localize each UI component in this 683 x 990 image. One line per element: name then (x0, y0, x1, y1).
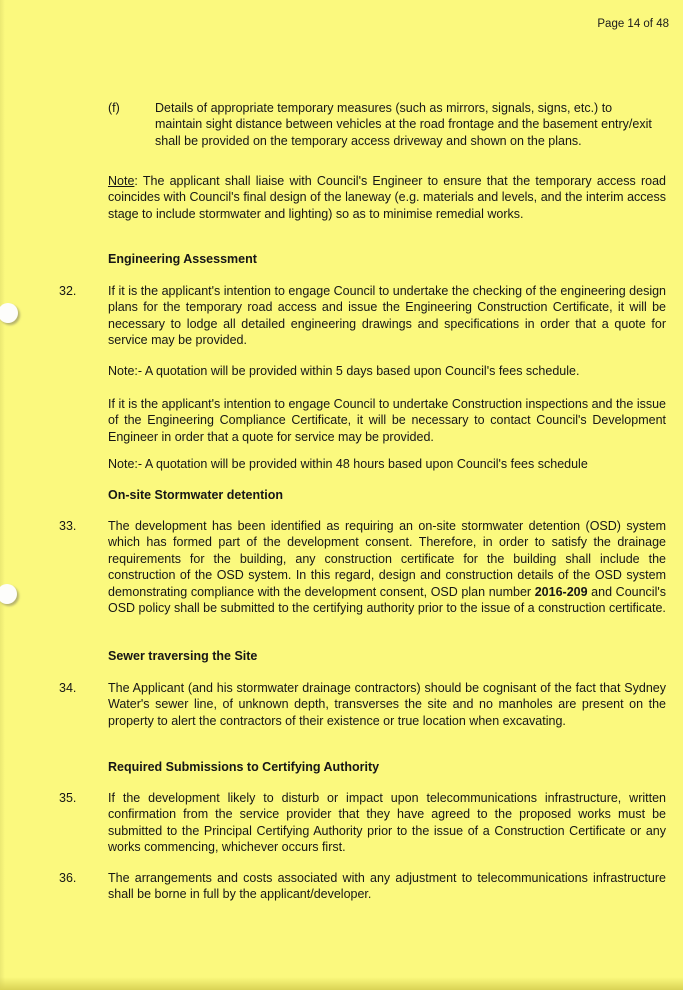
condition-text-after: and Council's OSD policy shall be submitted to the certifying authority prior to the issue of a construction certificate. (108, 584, 667, 616)
list-item-f-label: (f) (108, 101, 120, 115)
condition-text: If the development likely to disturb or impact upon telecommunications infrastructure, written confirmation from the service provider that they have agreed to the proposed works must be submitted to the Principal Certifying Authority prior to the issue of a Construction Certificate or any works commencing, whichever occurs first. (108, 791, 666, 855)
condition-item-34 (59, 680, 666, 729)
note-text: : The applicant shall liaise with Council's Engineer to ensure that the temporary access road coincides with Council's final design of the laneway (e.g. materials and levels, and the interim access stage to include stormwater and lighting) so as to minimise remedial works. (108, 174, 666, 221)
osd-plan-number: 2016-209 (534, 584, 588, 599)
condition-text-before: The development has been identified as requiring an on-site stormwater detention (OSD) system which has formed part of the development consent. Therefore, in order to satisfy the drainage requirements for the building, any construction certificate for the building shall include the construction of the OSD system. In this regard, design and construction details of the OSD system demonstrating compliance with the development consent, OSD plan number (108, 519, 666, 599)
condition-item-36 (59, 870, 666, 903)
condition-text: The arrangements and costs associated with any adjustment to telecommunications infrastructure shall be borne in full by the applicant/developer. (108, 871, 666, 902)
section-heading-required-submissions: Required Submissions to Certifying Authority (108, 760, 380, 774)
condition-number: 35. (59, 791, 77, 805)
list-item-f (108, 100, 662, 149)
condition-text: If it is the applicant's intention to engage Council to undertake the checking of the engineering design plans for the temporary road access and issue the Engineering Construction Certificate, it will be necessary to lodge all detailed engineering drawings and specifications in order that a quote for service may be provided. (108, 284, 666, 348)
section-heading-onsite-stormwater-detention: On-site Stormwater detention (108, 488, 284, 502)
condition-item-32 (59, 283, 666, 349)
section-heading-sewer-traversing-site: Sewer traversing the Site (108, 649, 258, 663)
condition-item-33 (59, 518, 666, 616)
note-label: Note (108, 174, 135, 188)
condition-text: The Applicant (and his stormwater drainage contractors) should be cognisant of the fact that Sydney Water's sewer line, of unknown depth, transverses the site and no manholes are present on the property to alert the contractors of their existence or true location when excavating. (108, 681, 666, 728)
condition-item-35 (59, 790, 666, 856)
paragraph-construction-inspections: If it is the applicant's intention to engage Council to undertake Construction inspections and the issue of the Engineering Compliance Certificate, it will be necessary to contact Council's Development Engineer in order that a quote for service may be provided. (108, 397, 666, 444)
section-heading-engineering-assessment: Engineering Assessment (108, 252, 257, 266)
condition-number: 32. (59, 284, 77, 298)
condition-number: 33. (59, 519, 77, 533)
note-quotation-5-days: Note:- A quotation will be provided within 5 days based upon Council's fees schedule. (108, 364, 580, 378)
note-paragraph-temporary-access (108, 173, 666, 222)
punch-hole-bottom (0, 584, 17, 604)
condition-number: 36. (59, 871, 77, 885)
condition-text (108, 518, 666, 616)
note-quotation-48-hours: Note:- A quotation will be provided within 48 hours based upon Council's fees schedule (108, 457, 588, 471)
page-number: Page 14 of 48 (597, 18, 669, 30)
condition-number: 34. (59, 681, 77, 695)
list-item-f-text: Details of appropriate temporary measures (such as mirrors, signals, signs, etc.) to maintain sight distance between vehicles at the road frontage and the basement entry/exit shall be provided on the temporary access driveway and shown on the plans. (155, 101, 652, 148)
punch-hole-top (0, 303, 18, 323)
